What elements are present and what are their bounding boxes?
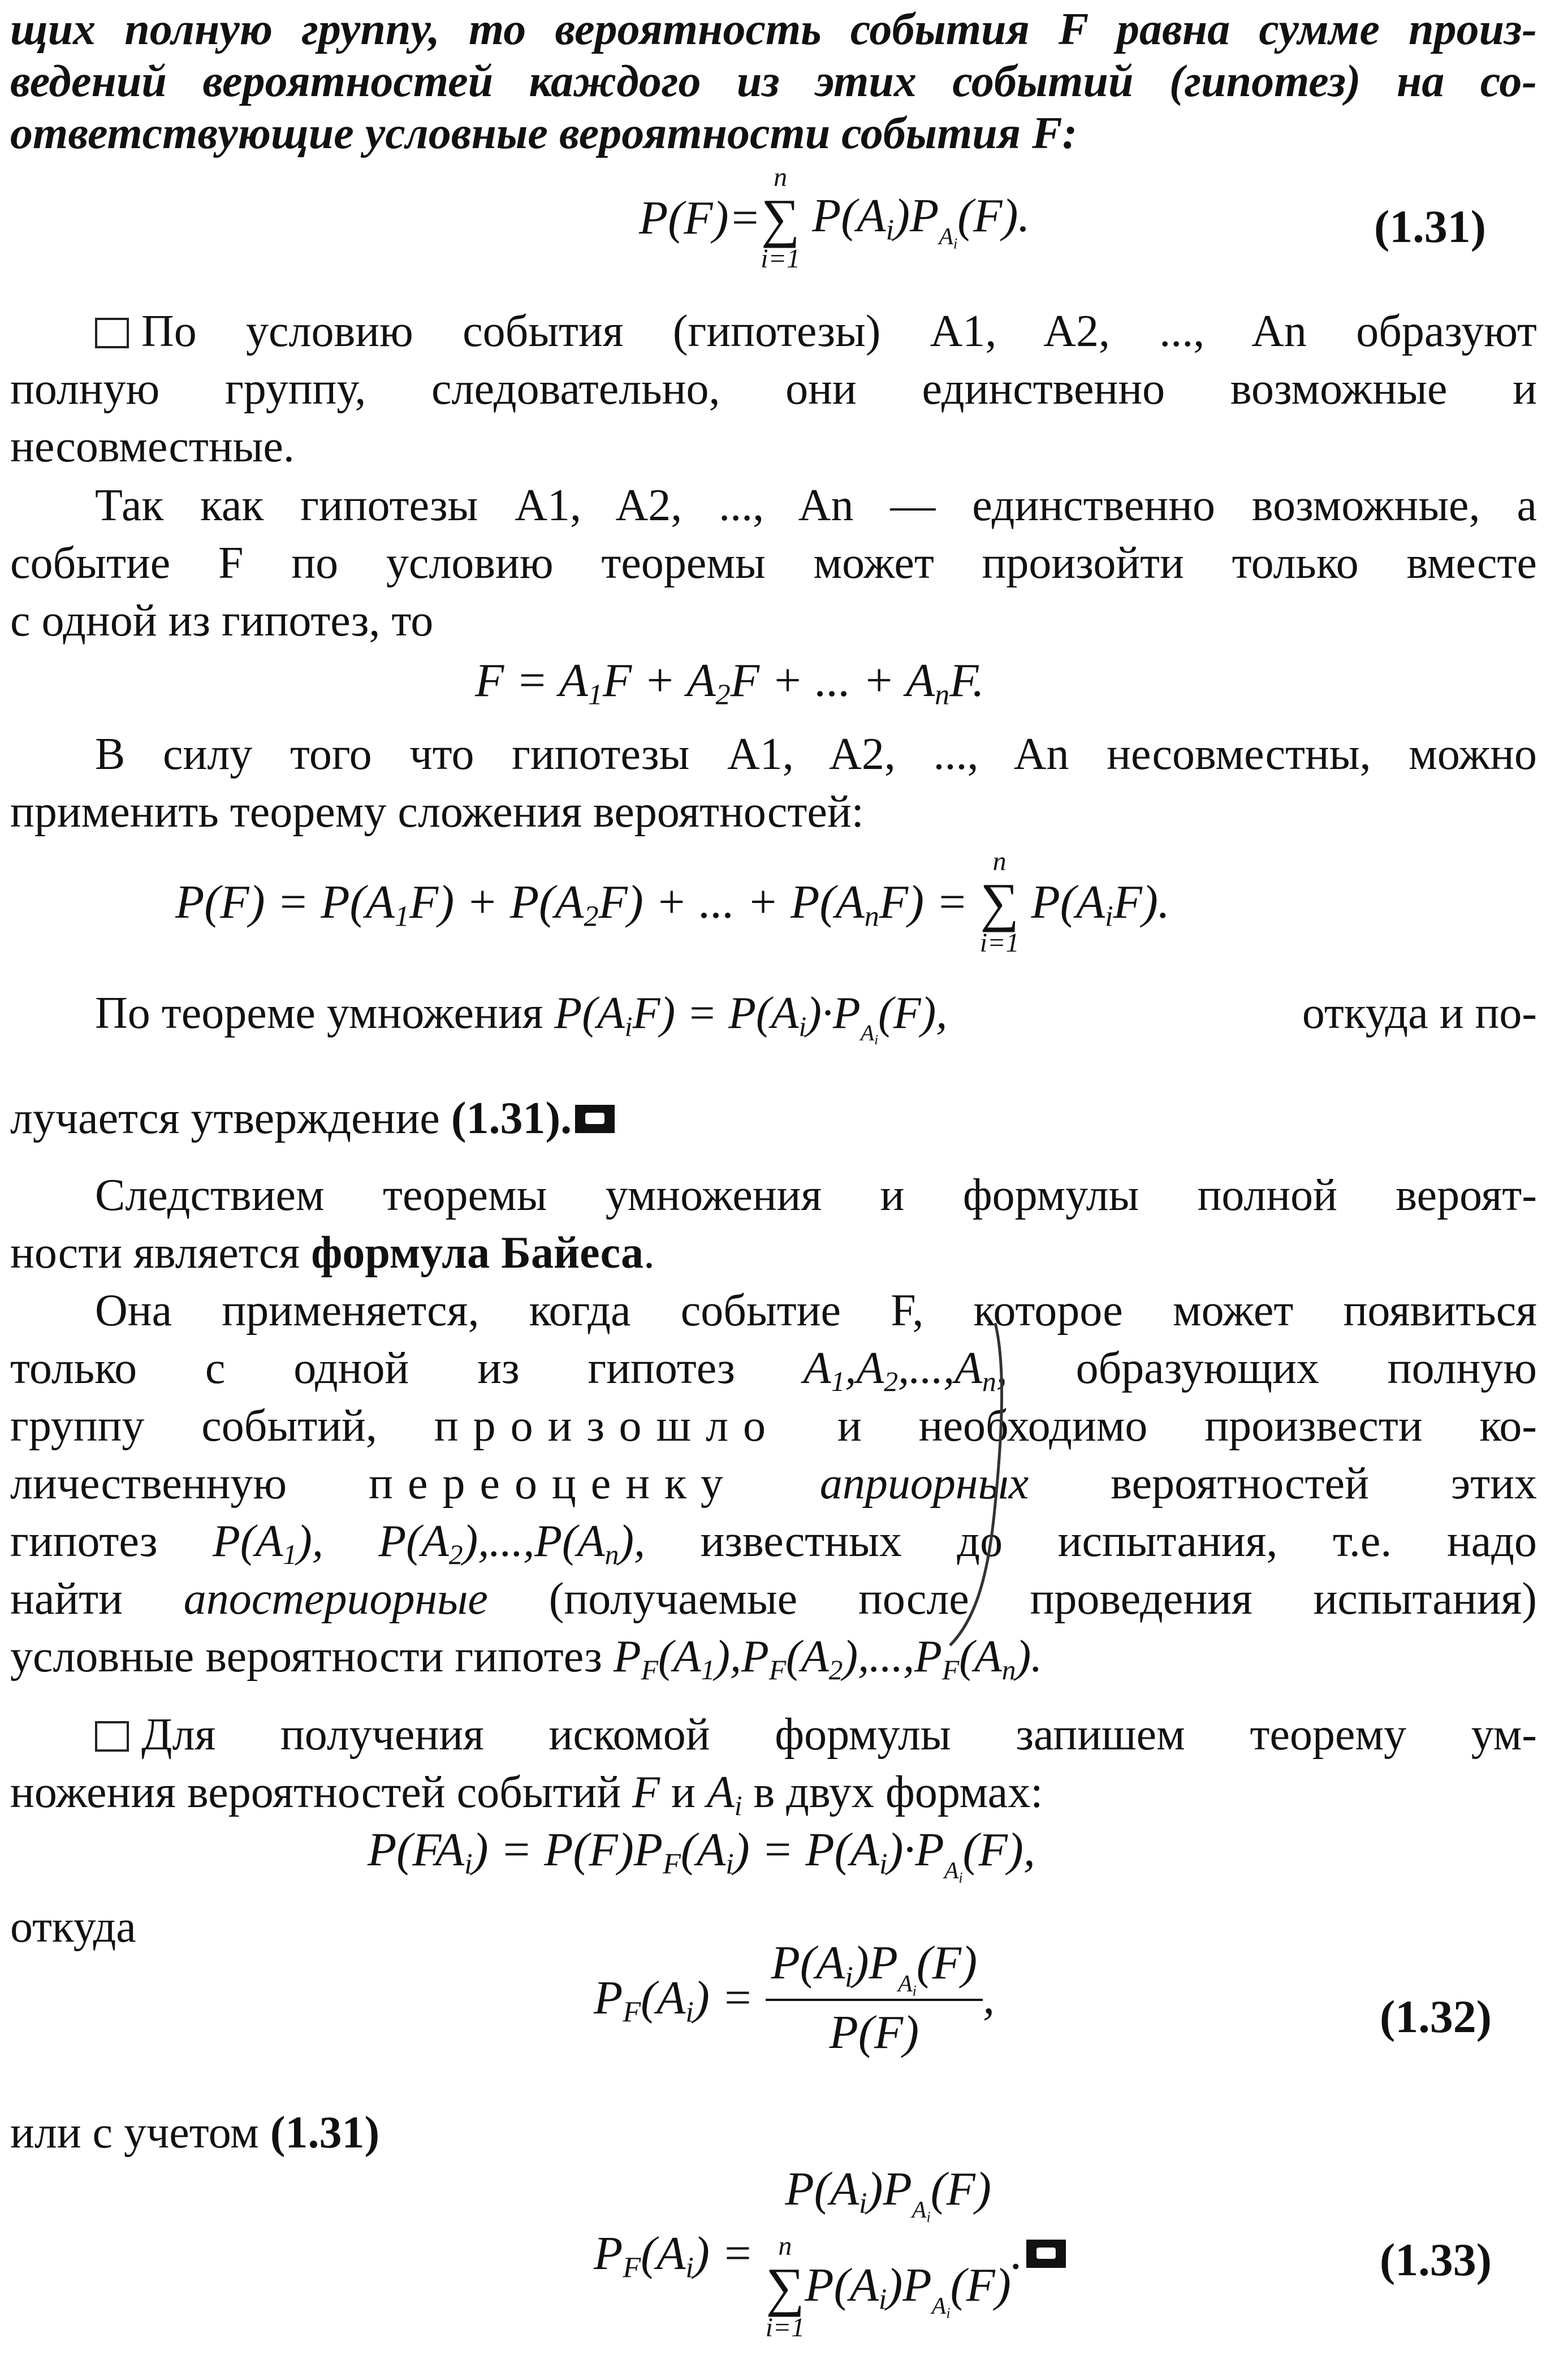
theorem-line-3: ответствующие условные вероятности события F:	[10, 109, 1078, 158]
pencil-mark	[916, 1300, 1029, 1662]
bayes-paragraph-line-7: условные вероятности гипотез $P_F(A_1),P_F(A_2),...,P_F(A_n)$.	[10, 1632, 1043, 1686]
bayes-intro-line-2: ности является формула Байеса.	[10, 1228, 655, 1278]
bayes-paragraph-line-5: гипотез $P(A_1)$, $P(A_2),...,P(A_n)$, известных до испытания, т.е. надо	[10, 1516, 1537, 1570]
proof-paragraph-4-line-1: По теореме умножения $P(A_iF) = P(A_i)\cdot P_{A_i}(F)$,	[95, 988, 948, 1048]
proof-paragraph-3-line-2: применить теорему сложения вероятностей:	[10, 787, 864, 837]
proof-paragraph-4-line-2: лучается утверждение (1.31).	[10, 1089, 1537, 1148]
proof-end-mark-icon-2	[1026, 2240, 1066, 2268]
formula-f-decomposition: $F = A_1F + A_2F$ + ... + $A_nF$.	[475, 654, 984, 711]
formula-two-forms: $P(FA_i) = P(F)P_F(A_i) = P(A_i)\cdot P_{A_i}(F)$,	[368, 1823, 1035, 1886]
formula-addition: $P(F) = P(A_1F) + P(A_2F)$ + ... + $P(A_nF)$ = n ∑ i=1 $P(A_iF)$.	[175, 846, 1170, 958]
bayes-paragraph-line-6: найти апостериорные (получаемые после проведения испытания)	[10, 1574, 1537, 1624]
proof-end-mark-icon	[575, 1105, 615, 1133]
otkuda-label: откуда	[10, 1902, 136, 1952]
theorem-line-2: ведений вероятностей каждого из этих событий (гипотез) на со-	[10, 57, 1537, 106]
proof-paragraph-2-line-2: событие F по условию теоремы может произойти только вместе	[10, 538, 1537, 588]
proof-paragraph-2-line-1: Так как гипотезы A1, A2, ..., An — единственно возможные, а	[95, 481, 1537, 530]
equation-number-1-32: (1.32)	[1380, 1991, 1492, 2042]
bayes-paragraph-line-1: Она применяется, когда событие F, которое может появиться	[95, 1286, 1537, 1336]
proof-paragraph-2-line-3: с одной из гипотез, то	[10, 596, 434, 646]
equation-number-1-31: (1.31)	[1374, 201, 1487, 252]
proof-paragraph-3-line-1: В силу того что гипотезы A1, A2, ..., An несовместны, можно	[95, 729, 1537, 779]
formula-1-31: P(F)= n ∑ i=1 $P(A_i)P_{A_i}(F)$.	[639, 162, 1030, 274]
proof-paragraph-1-line-2: полную группу, следовательно, они единственно возможные и	[10, 364, 1537, 414]
derivation-line-2: ножения вероятностей событий F и $A_i$ в двух формах:	[10, 1767, 1043, 1821]
bayes-paragraph-line-4: личественную переоценку априорных вероятностей этих	[10, 1459, 1537, 1509]
theorem-line-1: щих полную группу, то вероятность события F равна сумме произ-	[10, 5, 1537, 54]
formula-1-33: $P_F(A_i)$ = $P(A_i)P_{A_i}(F)$ n ∑ i=1 $P(A_i)P_{A_i}(F)$ .	[594, 2166, 1066, 2341]
or-with-ref: или с учетом (1.31)	[10, 2108, 380, 2158]
bayes-intro-line-1: Следствием теоремы умножения и формулы полной вероят-	[95, 1170, 1537, 1220]
bayes-paragraph-line-3: группу событий, произошло и необходимо произвести ко-	[10, 1401, 1537, 1451]
formula-1-32: $P_F(A_i)$ = $\frac{P(A_i)P_{A_i}(F)}{P(F)}$ ,	[594, 1937, 995, 2059]
proof-paragraph-1-line-1: По условию события (гипотезы) A1, A2, ..., An образуют	[10, 302, 1537, 361]
proof-paragraph-4-line-1-end: откуда и по-	[1302, 988, 1537, 1038]
bayes-paragraph-line-2: только с одной из гипотез $A_1,A_2,...,A_n$, образующих полную	[10, 1343, 1537, 1397]
proof-start-box-icon-2	[95, 1721, 129, 1752]
equation-number-1-33: (1.33)	[1380, 2234, 1492, 2285]
proof-paragraph-1-line-3: несовместные.	[10, 422, 295, 472]
proof-start-box-icon	[95, 318, 129, 348]
derivation-line-1: Для получения искомой формулы запишем теорему ум-	[10, 1705, 1537, 1764]
